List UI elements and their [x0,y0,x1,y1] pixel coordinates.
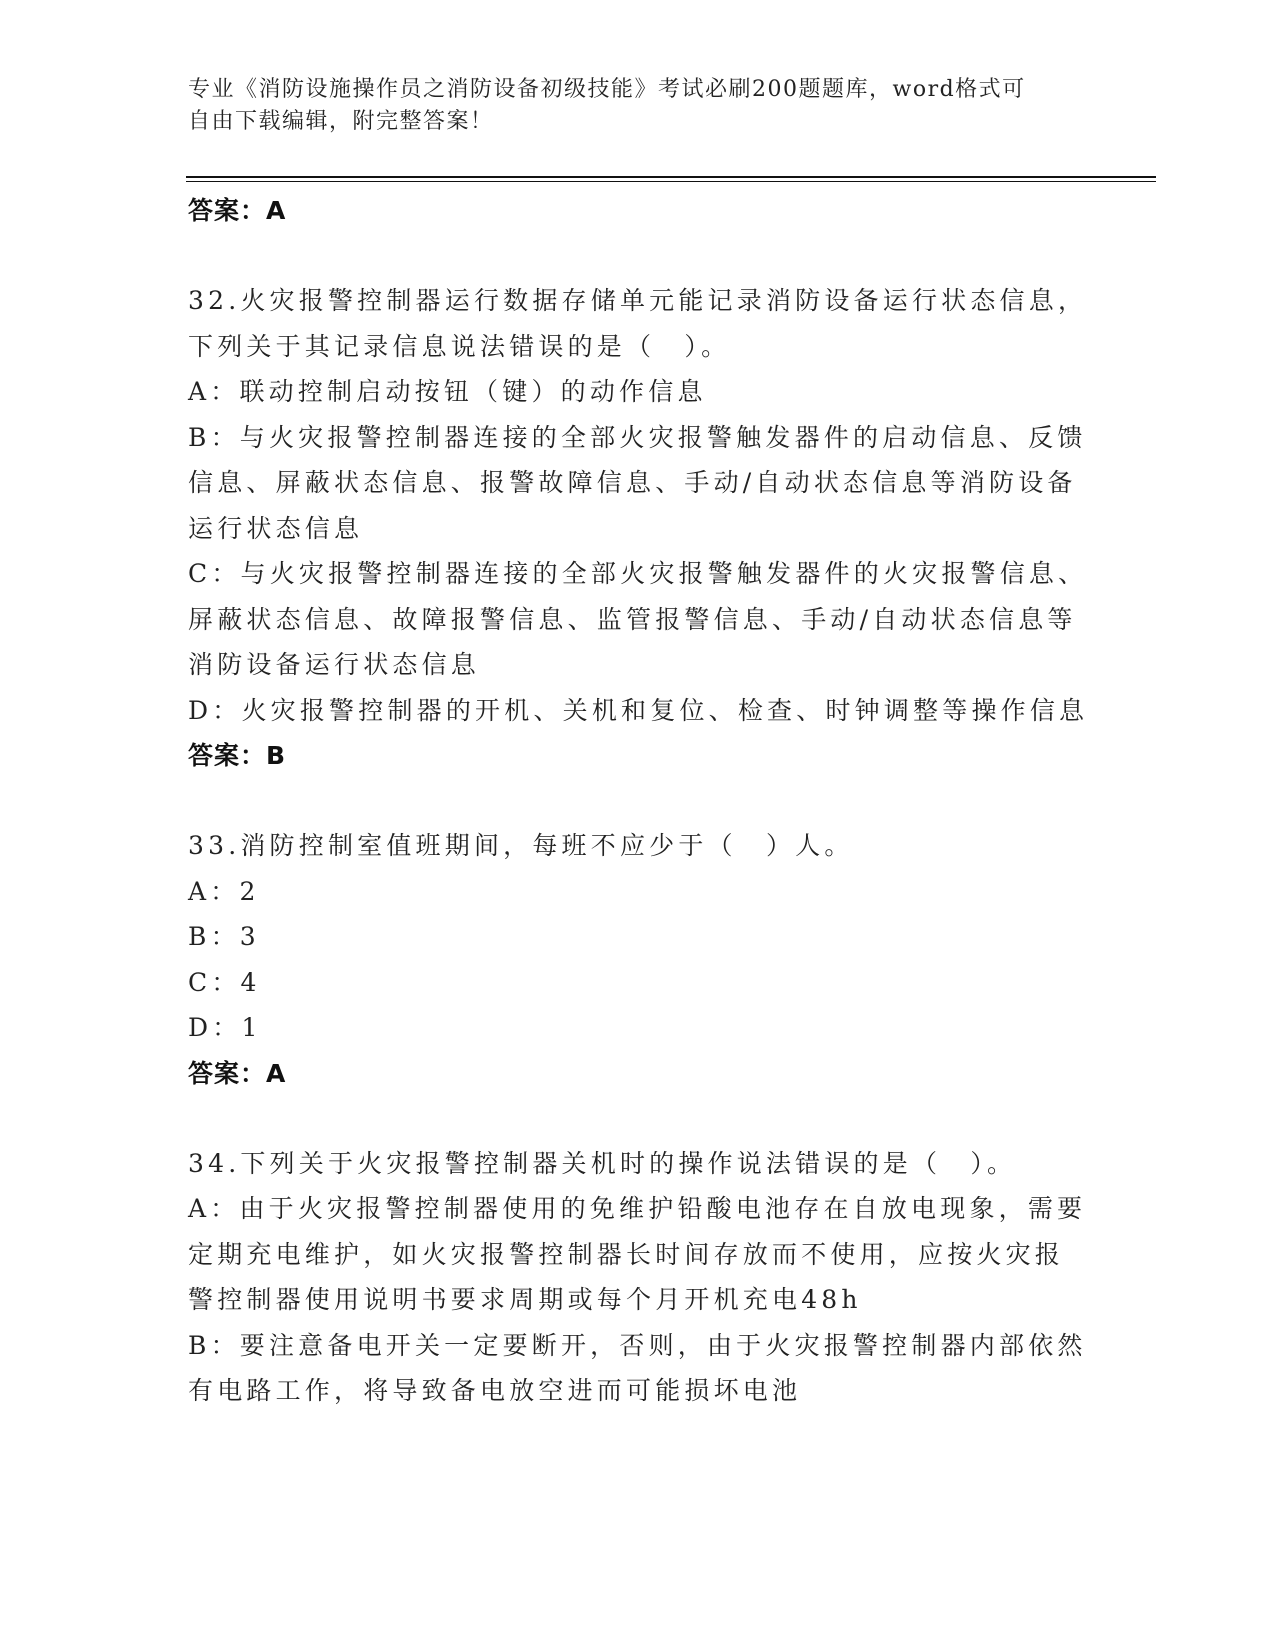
question-34-option-b-cont: 有电路工作，将导致备电放空进而可能损坏电池 [188,1376,802,1405]
header-divider [186,176,1156,182]
question-32-option-d: D：火灾报警控制器的开机、关机和复位、检查、时钟调整等操作信息 [188,695,1089,725]
question-32-option-b: B：与火灾报警控制器连接的全部火灾报警触发器件的启动信息、反馈 [188,422,1087,452]
question-32-option-b-cont: 运行状态信息 [188,513,364,543]
question-32-option-c: C：与火灾报警控制器连接的全部火灾报警触发器件的火灾报警信息、 [188,559,1088,588]
question-32-answer: 答案：B [188,741,287,770]
question-34-option-b: B：要注意备电开关一定要断开，否则，由于火灾报警控制器内部依然 [188,1330,1087,1360]
question-33-answer: 答案：A [188,1058,287,1088]
question-32-line: 下列关于其记录信息说法错误的是（ ）。 [188,331,731,361]
spacer [188,1097,1108,1141]
question-32-option-c-cont: 屏蔽状态信息、故障报警信息、监管报警信息、手动/自动状态信息等 [188,604,1077,634]
spacer [188,779,1108,823]
question-33-option-b: B：3 [188,922,260,951]
question-32 [188,278,1108,779]
previous-answer: 答案：A [188,196,287,225]
question-32-line: 32.火灾报警控制器运行数据存储单元能记录消防设备运行状态信息， [188,286,1088,315]
question-32-option-a: A：联动控制启动按钮（键）的动作信息 [188,377,707,406]
spacer [188,234,1108,278]
question-34-option-a-cont: 定期充电维护，如火灾报警控制器长时间存放而不使用，应按火灾报 [188,1239,1065,1269]
page-header [188,74,1078,138]
header-line-2: 自由下载编辑，附完整答案！ [188,109,494,134]
question-32-option-c-cont: 消防设备运行状态信息 [188,650,481,679]
question-33-option-d: D：1 [188,1013,262,1042]
document-body [188,188,1108,1414]
question-34-option-a: A：由于火灾报警控制器使用的免维护铅酸电池存在自放电现象，需要 [188,1194,1087,1223]
question-32-option-b-cont: 信息、屏蔽状态信息、报警故障信息、手动/自动状态信息等消防设备 [188,468,1077,497]
question-33 [188,823,1108,1097]
question-33-line: 33.消防控制室值班期间，每班不应少于（ ）人。 [188,831,854,860]
question-33-option-a: A：2 [188,876,260,906]
question-34-line: 34.下列关于火灾报警控制器关机时的操作说法错误的是（ ）。 [188,1148,1017,1178]
question-34-option-a-cont: 警控制器使用说明书要求周期或每个月开机充电48h [188,1285,862,1314]
question-33-option-c: C：4 [188,967,261,997]
header-line-1: 专业《消防设施操作员之消防设备初级技能》考试必刷200题题库，word格式可 [188,77,1026,102]
question-34 [188,1141,1108,1414]
